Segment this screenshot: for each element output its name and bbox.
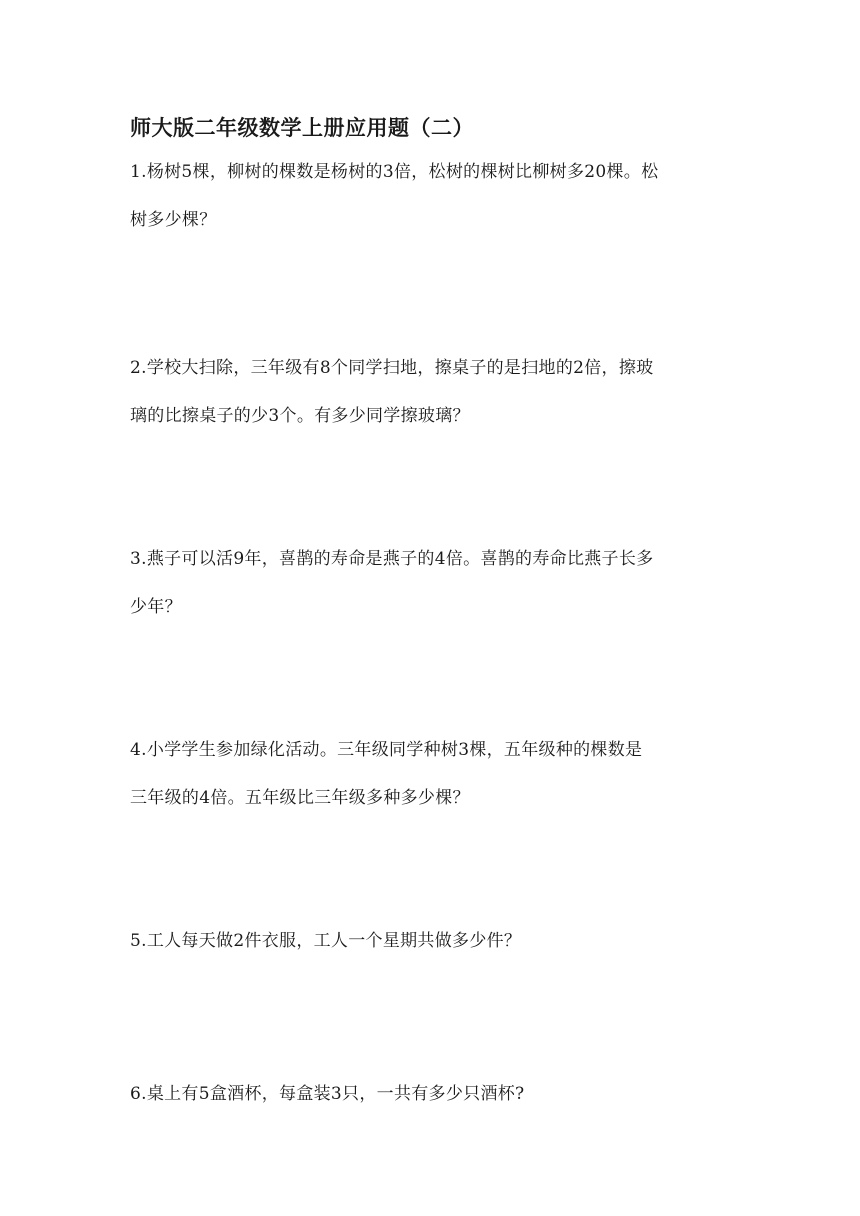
question-text-line: 树多少棵？ bbox=[130, 210, 217, 230]
question-text-line: 3.燕子可以活9年，喜鹊的寿命是燕子的4倍。喜鹊的寿命比燕子长多 bbox=[130, 549, 654, 569]
question-text-line: 少年？ bbox=[130, 597, 182, 617]
question-2 bbox=[130, 344, 740, 440]
question-text-line: 5.工人每天做2件衣服，工人一个星期共做多少件？ bbox=[130, 931, 522, 951]
question-text-line: 4.小学学生参加绿化活动。三年级同学种树3棵，五年级种的棵数是 bbox=[130, 740, 643, 760]
question-4 bbox=[130, 726, 740, 822]
question-text-line: 1.杨树5棵，柳树的棵数是杨树的3倍，松树的棵树比柳树多20棵。松 bbox=[130, 162, 659, 182]
page-title: 师大版二年级数学上册应用题（二） bbox=[130, 116, 474, 140]
question-5 bbox=[130, 917, 740, 965]
question-text-line: 三年级的4倍。五年级比三年级多种多少棵？ bbox=[130, 788, 470, 808]
question-text-line: 6.桌上有5盒酒杯，每盒装3只，一共有多少只酒杯? bbox=[130, 1084, 525, 1104]
question-text-line: 璃的比擦桌子的少3个。有多少同学擦玻璃？ bbox=[130, 406, 470, 426]
question-6 bbox=[130, 1070, 740, 1118]
question-1 bbox=[130, 148, 740, 244]
question-3 bbox=[130, 535, 740, 631]
question-text-line: 2.学校大扫除，三年级有8个同学扫地，擦桌子的是扫地的2倍，擦玻 bbox=[130, 358, 654, 378]
